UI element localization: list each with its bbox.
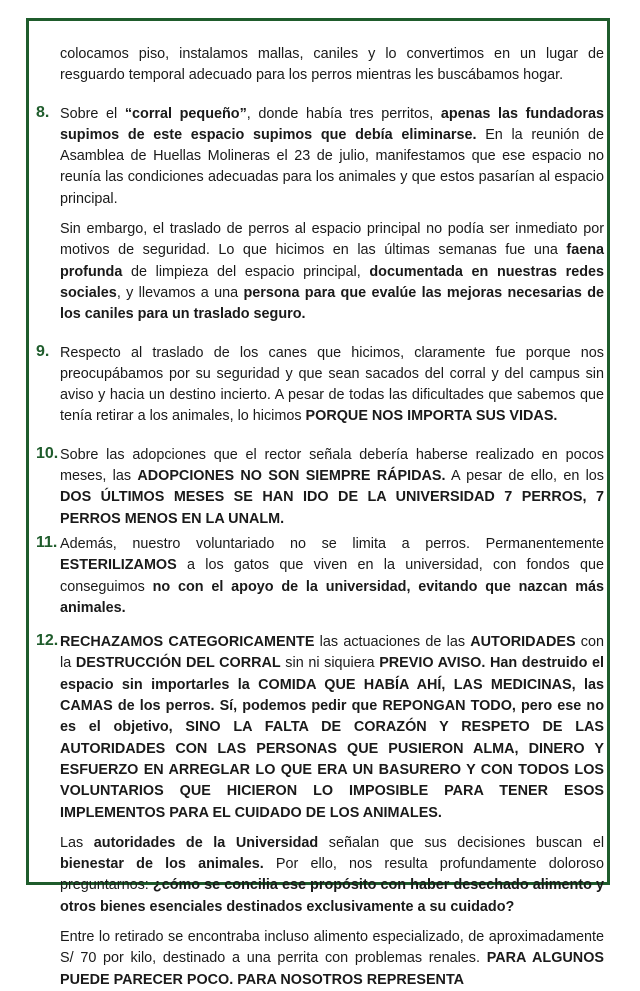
document-body xyxy=(36,44,604,991)
bold-run: PORQUE NOS IMPORTA SUS VIDAS. xyxy=(305,408,558,425)
item-number: 9. xyxy=(36,342,50,360)
text-run: Además, nuestro voluntariado no se limita a perros. Permanentemente xyxy=(60,535,604,552)
text-run: sin ni siquiera xyxy=(280,655,380,672)
text-run: con la xyxy=(60,634,604,672)
bold-run: RECHAZAMOS CATEGORICAMENTE xyxy=(60,634,315,651)
list-item-9 xyxy=(36,343,604,428)
item-12-paragraph-2 xyxy=(60,833,604,918)
text-run: A pesar de ello, en los xyxy=(445,468,604,485)
list-item-10 xyxy=(36,445,604,530)
bold-run: PREVIO AVISO. Han destruido el espacio sin importarles la COMIDA QUE HABÍA AHÍ, LAS MEDICINAS, las CAMAS de los perros. Sí, podemos pedir que REPONGAN TODO, pero ese no es el objetivo, SINO LA FALTA DE CORAZÓN Y RESPETO DE LAS AUTORIDADES CON LAS PERSONAS QUE PUSIERON ALMA, DINERO Y ESFUERZO EN ARREGLAR LO QUE ERA UN BASURERO Y CON TODOS LOS VOLUNTARIOS QUE HICIERON LO IMPOSIBLE PARA TENER ESOS IMPLEMENTOS PARA EL CUIDADO DE LOS ANIMALES. xyxy=(60,655,604,821)
text-run: Por ello, nos resulta profundamente doloroso preguntarnos: xyxy=(60,856,604,894)
bold-run: ¿cómo se concilia ese propósito con haber desechado alimento y otros bienes esenciales destinados exclusivamente a su cuidado? xyxy=(60,877,604,915)
bold-run: PARA ALGUNOS PUEDE PARECER POCO. PARA NOSOTROS REPRESENTA xyxy=(60,950,604,988)
list-item-11 xyxy=(36,534,604,619)
item-8-paragraph-2 xyxy=(60,219,604,325)
text-run: Entre lo retirado se encontraba incluso alimento especializado, de aproximadamente S/ 70 por kilo, destinado a una perrita con problemas renales. xyxy=(60,928,604,967)
list-item-8 xyxy=(36,104,604,326)
bold-run: bienestar de los animales. xyxy=(60,856,264,873)
bold-run: DESTRUCCIÓN DEL CORRAL xyxy=(75,655,281,672)
text-run: Las xyxy=(60,834,94,851)
text-run: señalan que sus decisiones buscan el xyxy=(318,834,605,851)
continued-paragraph xyxy=(36,44,604,87)
text-run: de limpieza del espacio principal, xyxy=(122,263,370,280)
item-number: 10. xyxy=(36,444,59,462)
item-number: 12. xyxy=(36,632,59,650)
bold-run: AUTORIDADES xyxy=(470,634,576,651)
text-run: Sobre las adopciones que el rector señala debería haberse realizado en pocos meses, las xyxy=(60,446,604,485)
bold-run: persona para que evalúe las mejoras necesarias de los caniles para un traslado seguro. xyxy=(60,284,604,323)
item-12-paragraph-1 xyxy=(60,632,604,824)
text-run: a los gatos que viven en la universidad, con fondos que conseguimos xyxy=(60,557,604,595)
item-number: 8. xyxy=(36,103,50,121)
item-10-paragraph xyxy=(60,445,604,530)
item-number: 11. xyxy=(36,533,58,551)
bold-run: no con el apoyo de la universidad, evitando que nazcan más animales. xyxy=(60,578,604,616)
text-run: las actuaciones de las xyxy=(314,634,471,651)
text-run: , y llevamos a una xyxy=(116,284,244,301)
item-9-paragraph xyxy=(60,343,604,428)
bold-run: apenas las fundadoras supimos de este espacio supimos que debía eliminarse. xyxy=(60,105,604,143)
item-11-paragraph xyxy=(60,534,604,619)
paragraph-text: colocamos piso, instalamos mallas, caniles y lo convertimos en un lugar de resguardo temporal adecuado para los perros mientras les buscábamos hogar. xyxy=(60,46,604,84)
text-run: , donde había tres perritos, xyxy=(246,105,441,122)
list-item-12 xyxy=(36,632,604,991)
bold-run: ESTERILIZAMOS xyxy=(60,557,177,574)
bold-run: “corral pequeño” xyxy=(124,105,247,122)
bold-run: ADOPCIONES NO SON SIEMPRE RÁPIDAS. xyxy=(137,468,446,485)
bold-run: faena profunda xyxy=(60,242,604,280)
item-8-paragraph-1 xyxy=(60,104,604,210)
bold-run: documentada en nuestras redes sociales xyxy=(60,263,604,301)
text-run: Respecto al traslado de los canes que hicimos, claramente fue porque nos preocupábamos por su seguridad y que sean sacados del corral y del campus sin aviso y hacia un destino incierto. A pesar de todas las dificultades que sabemos que tenía retirar a los animales, lo hicimos xyxy=(60,344,604,425)
text-run: Sobre el xyxy=(60,105,125,122)
bold-run: DOS ÚLTIMOS MESES SE HAN IDO DE LA UNIVERSIDAD 7 PERROS, 7 PERROS MENOS EN LA UNALM. xyxy=(60,489,604,527)
item-12-paragraph-3 xyxy=(60,927,604,991)
bold-run: autoridades de la Universidad xyxy=(93,834,319,851)
text-run: Sin embargo, el traslado de perros al espacio principal no podía ser inmediato por motivos de seguridad. Lo que hicimos en las últimas semanas fue una xyxy=(60,221,604,259)
text-run: En la reunión de Asamblea de Huellas Molineras el 23 de julio, manifestamos que ese espacio no reunía las condiciones adecuadas para los animales y que estos pasarían al espacio principal. xyxy=(60,126,604,207)
